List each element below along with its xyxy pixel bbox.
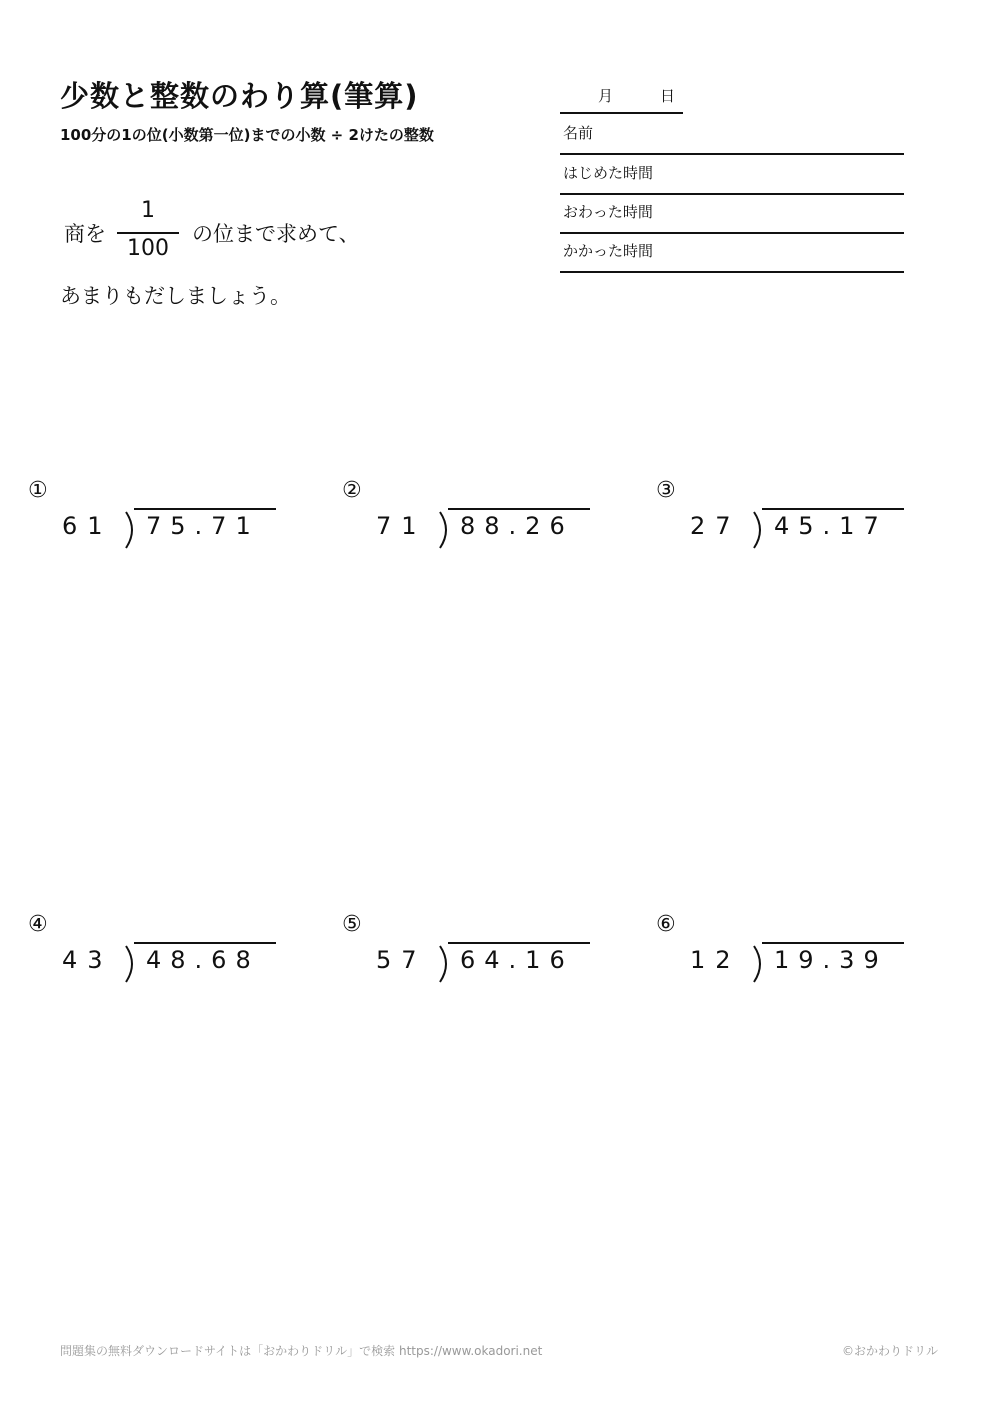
problem-number: ④ <box>28 912 48 937</box>
problem-number: ③ <box>656 478 676 503</box>
problem-number: ② <box>342 478 362 503</box>
end-time-field <box>560 193 904 234</box>
worksheet-subtitle: 100分の1の位(小数第一位)までの小数 ÷ 2けたの整数 <box>60 126 434 144</box>
problem-1 <box>28 478 288 558</box>
problem-4 <box>28 912 288 992</box>
day-label: 日 <box>660 87 676 105</box>
divisor: 43 <box>62 946 113 974</box>
division-overline <box>762 508 904 510</box>
divisor: 57 <box>376 946 427 974</box>
worksheet-title: 少数と整数のわり算(筆算) <box>60 79 419 113</box>
instruction-suffix: の位まで求めて、 <box>192 222 360 246</box>
divisor: 61 <box>62 512 113 540</box>
dividend: 19.39 <box>774 946 888 974</box>
start-time-field <box>560 154 904 195</box>
name-label: 名前 <box>563 124 594 142</box>
problem-6 <box>656 912 916 992</box>
end-time-label: おわった時間 <box>563 203 653 221</box>
problem-3 <box>656 478 916 558</box>
name-field <box>560 114 904 155</box>
duration-label: かかった時間 <box>563 242 654 260</box>
footer-site-text: 問題集の無料ダウンロードサイトは「おかわりドリル」で検索 https://www.okadori.net <box>60 1344 543 1358</box>
divisor: 71 <box>376 512 427 540</box>
fraction-denominator: 100 <box>127 236 169 261</box>
dividend: 45.17 <box>774 512 888 540</box>
problem-2 <box>342 478 602 558</box>
footer-copyright: ©おかわりドリル <box>842 1344 939 1358</box>
instruction-line-2: あまりもだしましょう。 <box>60 284 291 308</box>
dividend: 88.26 <box>460 512 574 540</box>
division-overline <box>762 942 904 944</box>
problem-number: ⑤ <box>342 912 362 937</box>
instruction-prefix: 商を <box>64 222 106 246</box>
fraction-bar <box>117 232 179 234</box>
divisor: 27 <box>690 512 741 540</box>
month-label: 月 <box>598 87 614 105</box>
duration-field <box>560 232 904 273</box>
divisor: 12 <box>690 946 741 974</box>
division-overline <box>448 942 590 944</box>
dividend: 75.71 <box>146 512 260 540</box>
problem-number: ① <box>28 478 48 503</box>
division-overline <box>448 508 590 510</box>
fraction-numerator: 1 <box>141 198 155 223</box>
division-overline <box>134 508 276 510</box>
dividend: 48.68 <box>146 946 260 974</box>
problem-number: ⑥ <box>656 912 676 937</box>
date-field <box>560 78 683 114</box>
start-time-label: はじめた時間 <box>563 164 654 182</box>
fraction <box>117 198 179 266</box>
problem-5 <box>342 912 602 992</box>
division-overline <box>134 942 276 944</box>
dividend: 64.16 <box>460 946 574 974</box>
